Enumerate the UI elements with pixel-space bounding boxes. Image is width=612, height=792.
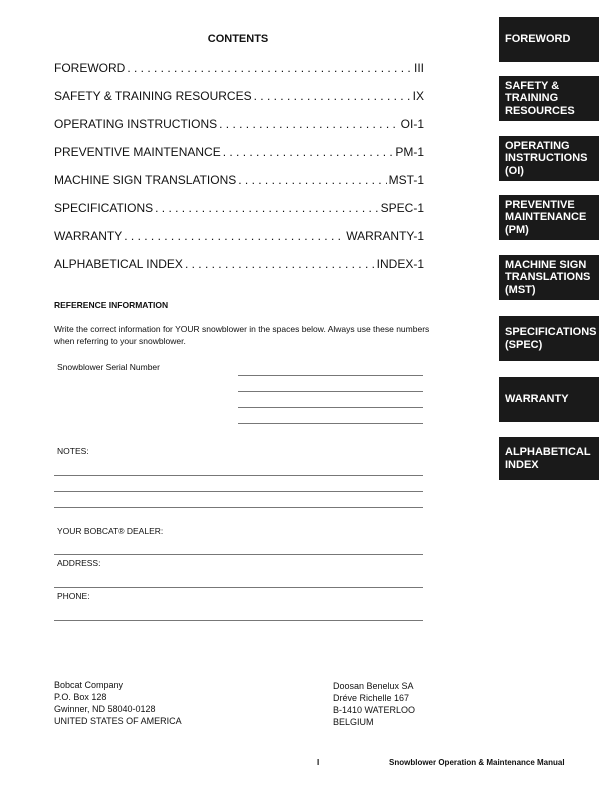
serial-number-line-4[interactable] xyxy=(238,423,423,424)
toc-entry-machine-sign[interactable] xyxy=(54,173,424,189)
toc-label: ALPHABETICAL INDEX xyxy=(54,257,183,271)
tab-label: WARRANTY xyxy=(505,393,569,406)
toc-label: OPERATING INSTRUCTIONS xyxy=(54,117,218,131)
toc-leader xyxy=(155,201,379,215)
tab-specifications[interactable] xyxy=(499,316,599,361)
serial-number-line-3[interactable] xyxy=(238,407,423,408)
tab-machine-sign-translations[interactable] xyxy=(499,255,599,300)
toc-leader xyxy=(219,117,399,131)
toc-page: OI-1 xyxy=(400,117,424,131)
phone-line[interactable] xyxy=(54,620,423,621)
toc-page: IX xyxy=(412,89,424,103)
phone-label: PHONE: xyxy=(57,591,90,601)
toc-leader xyxy=(124,229,344,243)
notes-line-1[interactable] xyxy=(54,475,423,476)
dealer-line[interactable] xyxy=(54,554,423,555)
toc-label: MACHINE SIGN TRANSLATIONS xyxy=(54,173,237,187)
reference-heading: REFERENCE INFORMATION xyxy=(54,300,169,310)
serial-number-label: Snowblower Serial Number xyxy=(57,362,160,372)
toc-page: III xyxy=(413,61,424,75)
toc-label: PREVENTIVE MAINTENANCE xyxy=(54,145,221,159)
toc-entry-foreword[interactable] xyxy=(54,61,424,77)
tab-label: PREVENTIVE MAINTENANCE (PM) xyxy=(505,198,587,236)
serial-number-line-1[interactable] xyxy=(238,375,423,376)
tab-label: SPECIFICATIONS (SPEC) xyxy=(505,326,597,351)
address-label: ADDRESS: xyxy=(57,558,101,568)
tab-label: FOREWORD xyxy=(505,33,571,46)
toc-entry-warranty[interactable] xyxy=(54,229,424,245)
tab-label: MACHINE SIGN TRANSLATIONS (MST) xyxy=(505,258,591,296)
toc-leader xyxy=(254,89,411,103)
toc-entry-index[interactable] xyxy=(54,257,424,273)
manual-title: Snowblower Operation & Maintenance Manual xyxy=(389,758,565,767)
toc-page: MST-1 xyxy=(388,173,424,187)
toc-leader xyxy=(223,145,394,159)
toc-label: SPECIFICATIONS xyxy=(54,201,154,215)
tab-alphabetical-index[interactable] xyxy=(499,437,599,480)
tab-label: OPERATING INSTRUCTIONS (OI) xyxy=(505,139,588,177)
toc-entry-operating[interactable] xyxy=(54,117,424,133)
tab-operating-instructions[interactable] xyxy=(499,136,599,181)
toc-entry-specifications[interactable] xyxy=(54,201,424,217)
tab-label: SAFETY & TRAINING RESOURCES xyxy=(505,79,575,117)
tab-label: ALPHABETICAL INDEX xyxy=(505,446,591,471)
tab-preventive-maintenance[interactable] xyxy=(499,195,599,240)
toc-leader xyxy=(238,173,386,187)
tab-warranty[interactable] xyxy=(499,377,599,422)
toc-page: SPEC-1 xyxy=(380,201,424,215)
toc-label: WARRANTY xyxy=(54,229,123,243)
address-line[interactable] xyxy=(54,587,423,588)
reference-instructions: Write the correct information for YOUR snowblower in the spaces below. Always use these numbers when referring to your snowblower. xyxy=(54,324,430,346)
notes-line-3[interactable] xyxy=(54,507,423,508)
tab-safety[interactable] xyxy=(499,76,599,121)
toc-entry-maintenance[interactable] xyxy=(54,145,424,161)
dealer-label: YOUR BOBCAT® DEALER: xyxy=(57,526,164,536)
toc-page: WARRANTY-1 xyxy=(346,229,424,243)
page-number: I xyxy=(317,758,320,767)
toc-label: SAFETY & TRAINING RESOURCES xyxy=(54,89,252,103)
toc-page: PM-1 xyxy=(395,145,424,159)
toc-leader xyxy=(185,257,375,271)
contents-title: CONTENTS xyxy=(207,33,269,45)
toc-page: INDEX-1 xyxy=(376,257,424,271)
toc-leader xyxy=(127,61,412,75)
notes-line-2[interactable] xyxy=(54,491,423,492)
serial-number-line-2[interactable] xyxy=(238,391,423,392)
toc-entry-safety[interactable] xyxy=(54,89,424,105)
notes-label: NOTES: xyxy=(57,446,89,456)
eu-company-address: Doosan Benelux SA Dréve Richelle 167 B-1410 WATERLOO BELGIUM xyxy=(333,681,416,727)
us-company-address: Bobcat Company P.O. Box 128 Gwinner, ND 58040-0128 UNITED STATES OF AMERICA xyxy=(54,680,182,726)
tab-foreword[interactable] xyxy=(499,17,599,62)
toc-label: FOREWORD xyxy=(54,61,126,75)
